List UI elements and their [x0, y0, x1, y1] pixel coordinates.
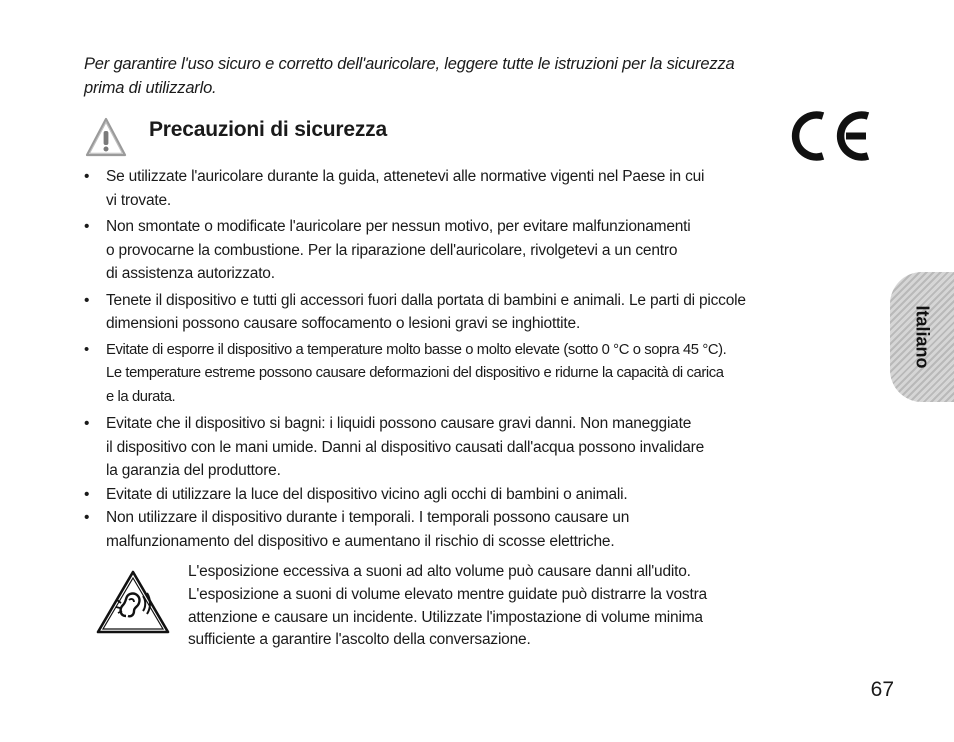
precautions-list — [84, 165, 884, 553]
intro-text: Per garantire l'uso sicuro e corretto dell'auricolare, leggere tutte le istruzioni per la sicurezza prima di utilizzarlo. — [84, 55, 735, 97]
language-tab-label: Italiano — [912, 305, 933, 369]
list-item: • Evitate che il dispositivo si bagni: i liquidi possono causare gravi danni. Non maneggiate il dispositivo con le mani umide. Danni al dispositivo causati dall'acqua possono invalidare la garanzia del produttore. — [84, 415, 705, 479]
language-tab — [890, 272, 954, 402]
list-item: • Evitate di utilizzare la luce del dispositivo vicino agli occhi di bambini o animali. — [84, 485, 628, 503]
hearing-warning-icon — [96, 570, 170, 634]
list-item: • Evitate di esporre il dispositivo a temperature molto basse o molto elevate (sotto 0 °C o sopra 45 °C). Le temperature estreme possono causare deformazioni del dispositivo e ridurne la capacità di carica e la durata. — [84, 341, 727, 405]
list-item: • Non smontate o modificate l'auricolare per nessun motivo, per evitare malfunzionamenti o provocarne la combustione. Per la riparazione dell'auricolare, rivolgetevi a un centro di assistenza autorizzato. — [84, 218, 691, 282]
list-item: • Se utilizzate l'auricolare durante la guida, attenetevi alle normative vigenti nel Paese in cui vi trovate. — [84, 168, 705, 209]
page-number: 67 — [870, 678, 894, 701]
list-item: • Tenete il dispositivo e tutti gli accessori fuori dalla portata di bambini e animali. Le parti di piccole dimensioni possono causare soffocamento o lesioni gravi se inghiottite. — [84, 291, 746, 332]
warning-triangle-icon — [84, 116, 128, 160]
list-item: • Non utilizzare il dispositivo durante i temporali. I temporali possono causare un malfunzionamento del dispositivo e aumentano il rischio di scosse elettriche. — [84, 509, 630, 550]
ce-mark-icon — [786, 108, 872, 164]
hearing-warning-text: L'esposizione eccessiva a suoni ad alto volume può causare danni all'udito. L'esposizione a suoni di volume elevato mentre guidate può distrarre la vostra attenzione e causare un incidente. Utilizzate l'impostazione di volume minima sufficiente a garantire l'ascolto della conversazione. — [188, 563, 707, 649]
section-title: Precauzioni di sicurezza — [149, 118, 387, 141]
